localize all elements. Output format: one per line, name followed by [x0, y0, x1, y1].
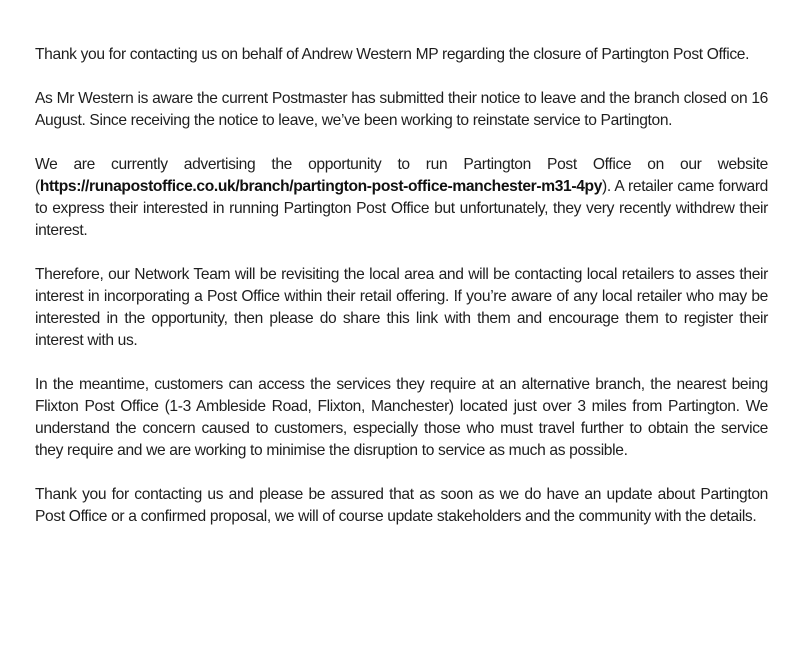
- advertising-text-before-link: We are currently advertising the opportunity to run Partington Post Office on our website (: [35, 156, 768, 195]
- paragraph-closing: Thank you for contacting us and please be assured that as soon as we do have an update about Partington Post Office or a confirmed proposal, we will of course update stakeholders and the community with the details.: [35, 486, 768, 525]
- advertising-text-after-link: ). A retailer came forward to express their interested in running Partington Post Office but unfortunately, they very recently withdrew their interest.: [35, 178, 768, 239]
- paragraph-closure-notice: As Mr Western is aware the current Postmaster has submitted their notice to leave and the branch closed on 16 August. Since receiving the notice to leave, we’ve been working to reinstate service to Partington.: [35, 90, 768, 129]
- letter-body: [35, 44, 768, 550]
- paragraph-advertising: [35, 154, 768, 242]
- paragraph-network-team: Therefore, our Network Team will be revisiting the local area and will be contacting local retailers to asses their interest in incorporating a Post Office within their retail offering. If you’re aware of any local retailer who may be interested in the opportunity, then please do share this link with them and encourage them to register their interest with us.: [35, 266, 768, 349]
- paragraph-alternative-branch: In the meantime, customers can access the services they require at an alternative branch, the nearest being Flixton Post Office (1-3 Ambleside Road, Flixton, Manchester) located just over 3 miles from Partington. We understand the concern caused to customers, especially those who must travel further to obtain the service they require and we are working to minimise the disruption to service as much as possible.: [35, 376, 768, 459]
- paragraph-intro: Thank you for contacting us on behalf of Andrew Western MP regarding the closure of Partington Post Office.: [35, 46, 750, 63]
- runapostoffice-link[interactable]: https://runapostoffice.co.uk/branch/partington-post-office-manchester-m31-4py: [39, 178, 603, 195]
